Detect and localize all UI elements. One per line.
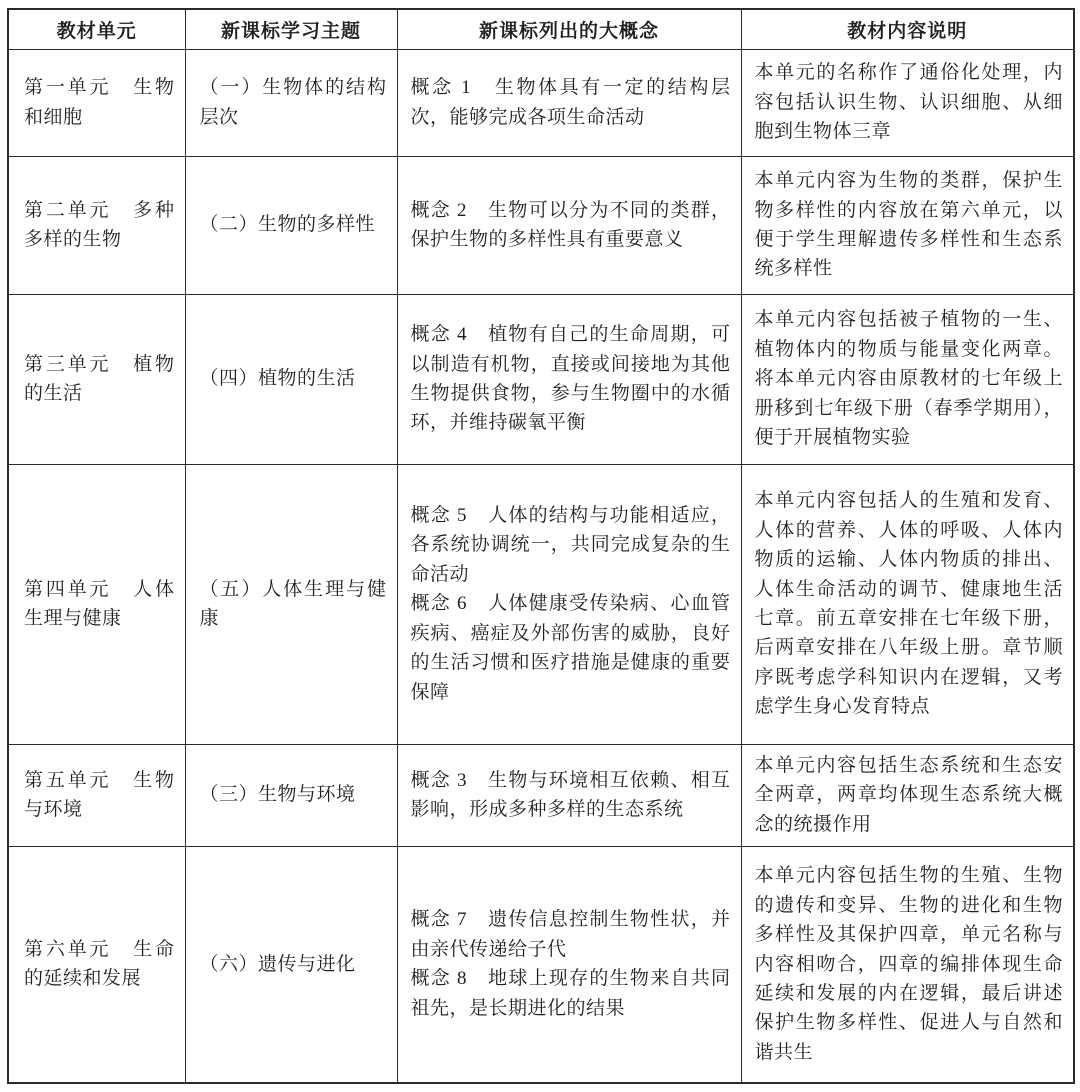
concept-paragraph: 概念 2 生物可以分为不同的类群，保护生物的多样性具有重要意义	[410, 199, 731, 250]
concepts-cell	[397, 846, 741, 1083]
theme-cell: （一）生物体的结构层次	[185, 49, 397, 156]
header-big-concepts: 新课标列出的大概念	[397, 9, 741, 49]
concept-paragraph: 概念 8 地球上现存的生物来自共同祖先，是长期进化的结果	[410, 968, 731, 1019]
unit-cell: 第一单元 生物和细胞	[8, 49, 185, 156]
note-cell: 本单元内容包括生物的生殖、生物的遗传和变异、生物的进化和生物多样性及其保护四章，单元名称与内容相吻合，四章的编排体现生命延续和发展的内在逻辑，最后讲述保护生物多样性、促进人与自然和谐共生	[741, 846, 1074, 1083]
table-row	[8, 464, 1074, 744]
concepts-cell	[397, 464, 741, 744]
theme-cell: （五）人体生理与健康	[185, 464, 397, 744]
concept-paragraph: 概念 7 遗传信息控制生物性状，并由亲代传递给子代	[410, 909, 731, 960]
concepts-cell	[397, 49, 741, 156]
note-cell: 本单元内容为生物的类群，保护生物多样性的内容放在第六单元，以便于学生理解遗传多样性和生态系统多样性	[741, 156, 1074, 294]
note-cell: 本单元内容包括生态系统和生态安全两章，两章均体现生态系统大概念的统摄作用	[741, 744, 1074, 846]
concept-paragraph: 概念 3 生物与环境相互依赖、相互影响，形成多种多样的生态系统	[410, 769, 731, 820]
concept-paragraph: 概念 6 人体健康受传染病、心血管疾病、癌症及外部伤害的威胁，良好的生活习惯和医疗措施是健康的重要保障	[410, 593, 731, 703]
concepts-cell	[397, 744, 741, 846]
theme-cell: （二）生物的多样性	[185, 156, 397, 294]
table-row	[8, 294, 1074, 464]
concept-paragraph: 概念 5 人体的结构与功能相适应，各系统协调统一，共同完成复杂的生命活动	[410, 504, 731, 585]
unit-cell: 第四单元 人体生理与健康	[8, 464, 185, 744]
header-textbook-unit: 教材单元	[8, 9, 185, 49]
theme-cell: （六）遗传与进化	[185, 846, 397, 1083]
concepts-cell	[397, 294, 741, 464]
header-content-note: 教材内容说明	[741, 9, 1074, 49]
unit-cell: 第六单元 生命的延续和发展	[8, 846, 185, 1083]
header-learning-theme: 新课标学习主题	[185, 9, 397, 49]
table-row	[8, 156, 1074, 294]
note-cell: 本单元的名称作了通俗化处理，内容包括认识生物、认识细胞、从细胞到生物体三章	[741, 49, 1074, 156]
unit-cell: 第三单元 植物的生活	[8, 294, 185, 464]
unit-cell: 第二单元 多种多样的生物	[8, 156, 185, 294]
curriculum-units-table	[7, 8, 1075, 1084]
table-row	[8, 49, 1074, 156]
unit-cell: 第五单元 生物与环境	[8, 744, 185, 846]
note-cell: 本单元内容包括被子植物的一生、植物体内的物质与能量变化两章。将本单元内容由原教材的七年级上册移到七年级下册（春季学期用），便于开展植物实验	[741, 294, 1074, 464]
concept-paragraph: 概念 4 植物有自己的生命周期，可以制造有机物，直接或间接地为其他生物提供食物，参与生物圈中的水循环，并维持碳氧平衡	[410, 324, 731, 434]
table-row	[8, 744, 1074, 846]
table-row	[8, 846, 1074, 1083]
concept-paragraph: 概念 1 生物体具有一定的结构层次，能够完成各项生命活动	[410, 77, 731, 128]
theme-cell: （三）生物与环境	[185, 744, 397, 846]
note-cell: 本单元内容包括人的生殖和发育、人体的营养、人体的呼吸、人体内物质的运输、人体内物质的排出、人体生命活动的调节、健康地生活七章。前五章安排在七年级下册，后两章安排在八年级上册。章节顺序既考虑学科知识内在逻辑，又考虑学生身心发育特点	[741, 464, 1074, 744]
theme-cell: （四）植物的生活	[185, 294, 397, 464]
header-row	[8, 9, 1074, 49]
concepts-cell	[397, 156, 741, 294]
